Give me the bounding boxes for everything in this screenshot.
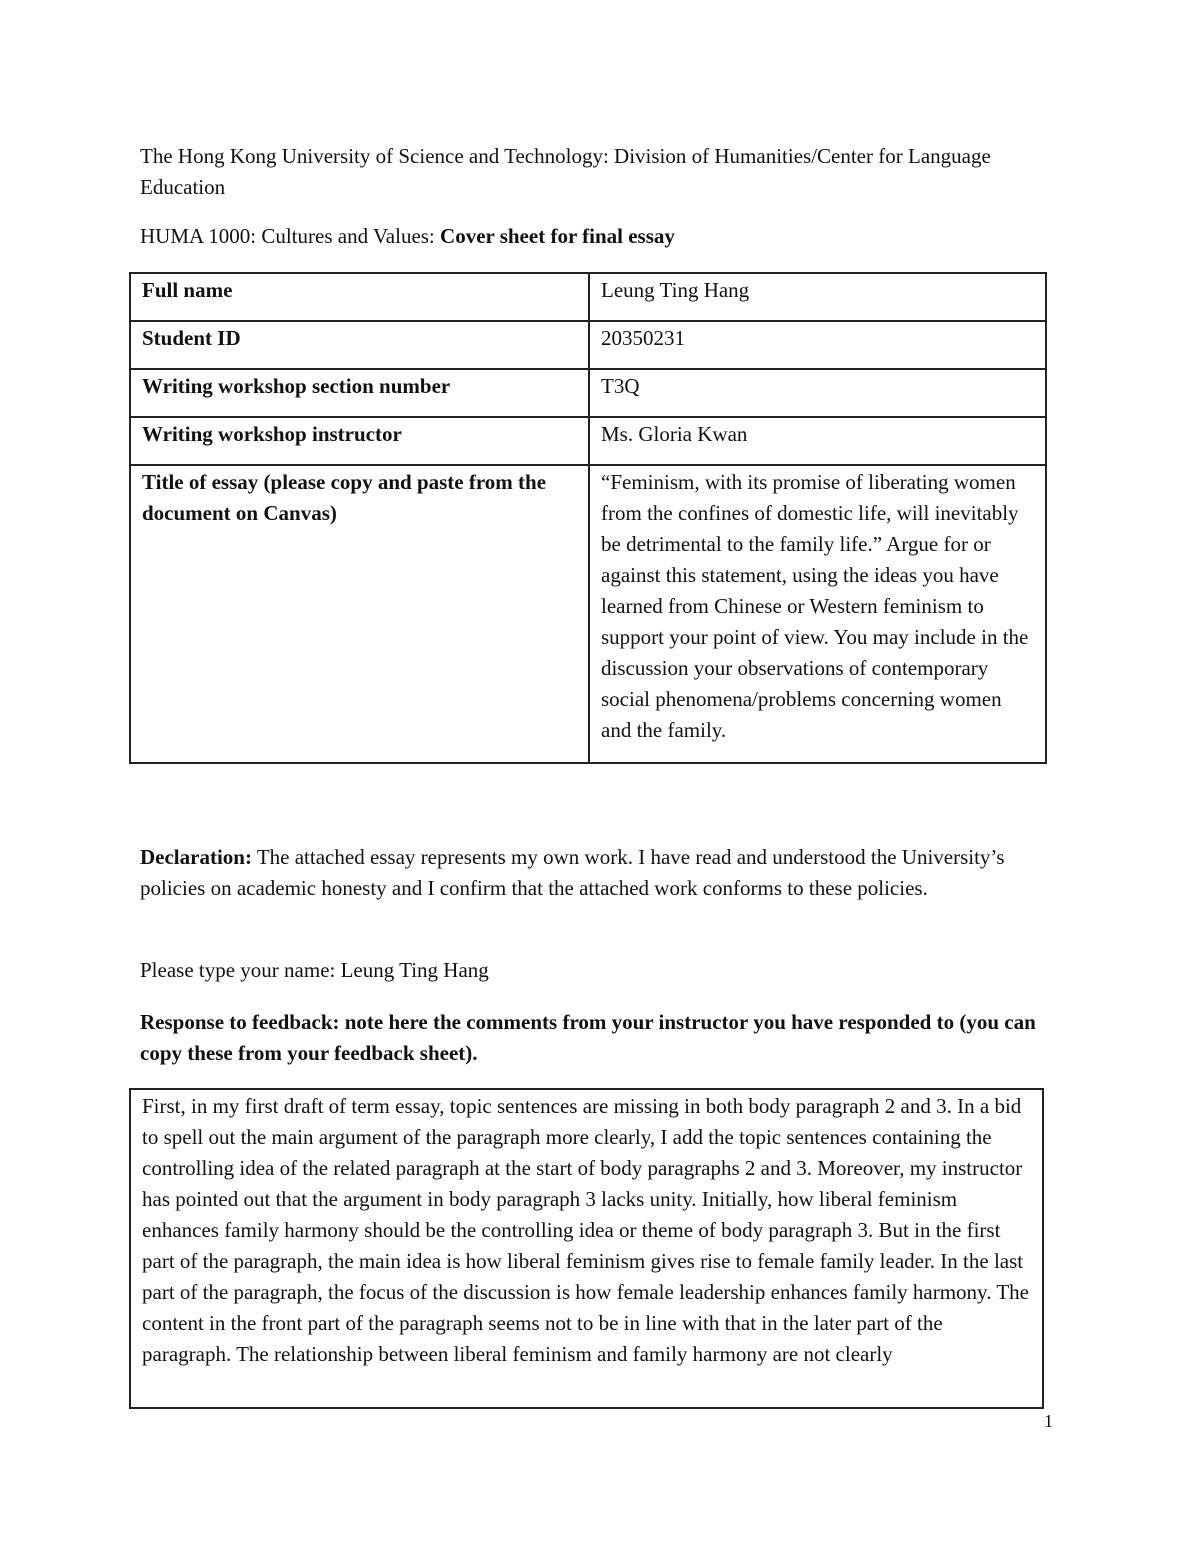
page-number: 1 — [1044, 1411, 1053, 1431]
declaration-paragraph — [140, 842, 1040, 904]
full-name-label: Full name — [130, 273, 589, 321]
instructor-value: Ms. Gloria Kwan — [589, 417, 1046, 465]
instructor-label: Writing workshop instructor — [130, 417, 589, 465]
typed-name-value: Leung Ting Hang — [340, 958, 489, 982]
table-row — [130, 273, 1046, 321]
student-id-value: 20350231 — [589, 321, 1046, 369]
table-row — [130, 321, 1046, 369]
section-number-value: T3Q — [589, 369, 1046, 417]
table-row — [130, 417, 1046, 465]
declaration-label: Declaration: — [140, 845, 252, 869]
table-row — [130, 465, 1046, 763]
section-number-label: Writing workshop section number — [130, 369, 589, 417]
type-name-line — [140, 955, 1040, 986]
essay-title-label: Title of essay (please copy and paste from the document on Canvas) — [130, 465, 589, 763]
type-name-prompt: Please type your name: — [140, 958, 341, 982]
full-name-value: Leung Ting Hang — [589, 273, 1046, 321]
student-info-table — [129, 272, 1047, 764]
course-prefix: HUMA 1000: Cultures and Values: — [140, 224, 441, 248]
course-line — [140, 221, 1040, 252]
response-body: First, in my first draft of term essay, topic sentences are missing in both body paragraph 2 and 3. In a bid to spell out the main argument of the paragraph more clearly, I add the topic sentences containing the controlling idea of the related paragraph at the start of body paragraphs 2 and 3. Moreover, my instructor has pointed out that the argument in body paragraph 3 lacks unity. Initially, how liberal feminism enhances family harmony should be the controlling idea or theme of body paragraph 3. But in the first part of the paragraph, the main idea is how liberal feminism gives rise to female family leader. In the last part of the paragraph, the focus of the discussion is how female leadership enhances family harmony. The content in the front part of the paragraph seems not to be in line with that in the later part of the paragraph. The relationship between liberal feminism and family harmony are not clearly — [142, 1094, 1029, 1366]
response-heading: Response to feedback: note here the comments from your instructor you have responded to (you can copy these from your feedback sheet). — [140, 1010, 1036, 1065]
table-row — [130, 369, 1046, 417]
course-cover-title: Cover sheet for final essay — [440, 224, 675, 248]
institution-header: The Hong Kong University of Science and Technology: Division of Humanities/Center for Language Education — [140, 144, 991, 199]
response-text-box — [129, 1088, 1044, 1409]
student-id-label: Student ID — [130, 321, 589, 369]
declaration-text: The attached essay represents my own work. I have read and understood the University’s policies on academic honesty and I confirm that the attached work conforms to these policies. — [140, 845, 1005, 900]
essay-title-value: “Feminism, with its promise of liberating women from the confines of domestic life, will inevitably be detrimental to the family life.” Argue for or against this statement, using the ideas you have learned from Chinese or Western feminism to support your point of view. You may include in the discussion your observations of contemporary social phenomena/problems concerning women and the family. — [589, 465, 1046, 763]
